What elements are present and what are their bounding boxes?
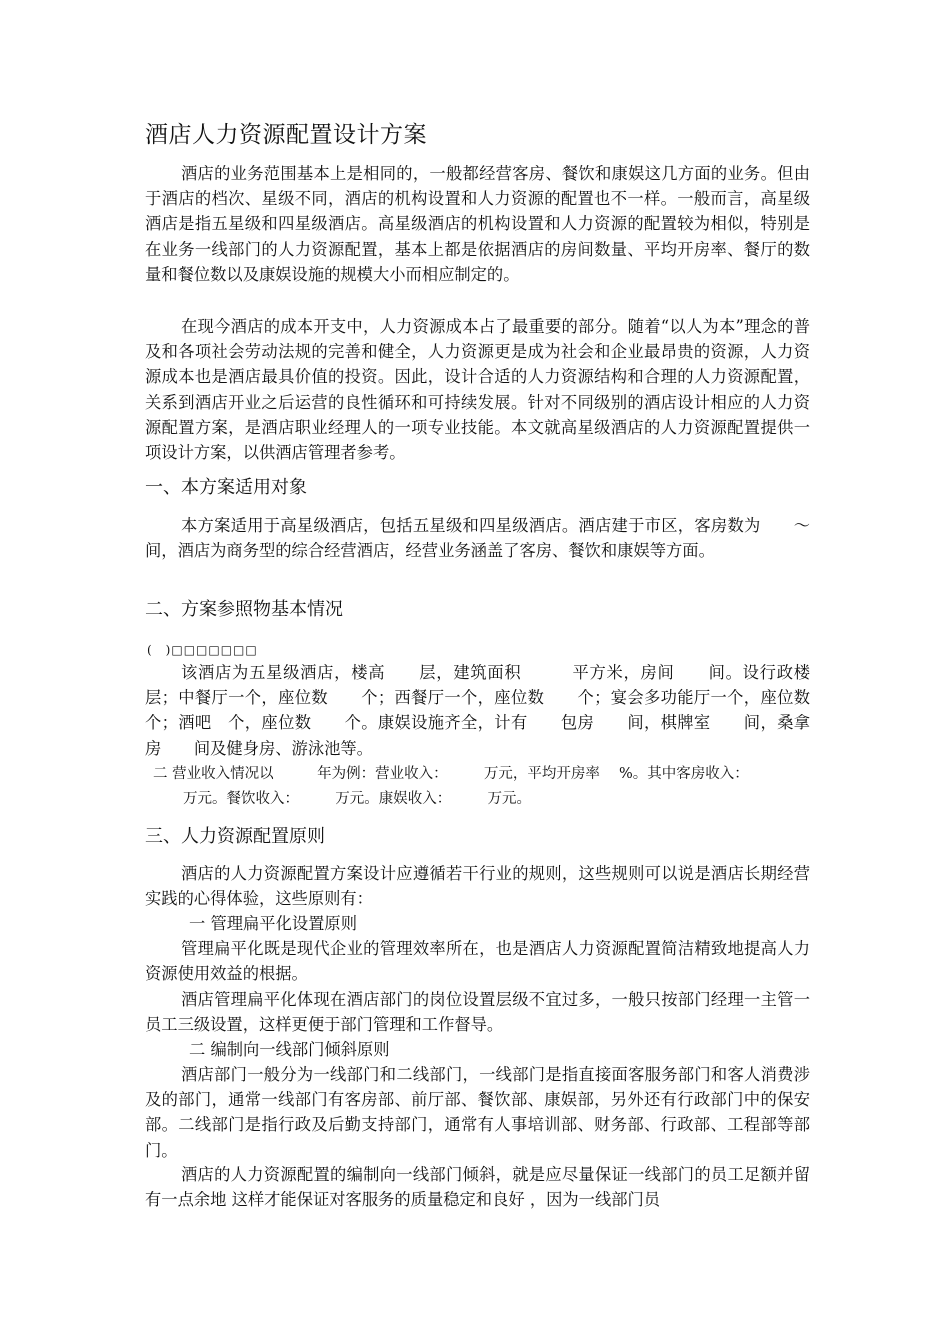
section-3-paragraph-3: 酒店管理扁平化体现在酒店部门的岗位设置层级不宜过多，一般只按部门经理一主管一员工三级设置，这样更便于部门管理和工作督导。 [145, 990, 810, 1035]
section-1-heading: 一、本方案适用对象 [145, 477, 307, 498]
section-3-paragraph-1: 酒店的人力资源配置方案设计应遵循若干行业的规则，这些规则可以说是酒店长期经营实践的心得体验，这些原则有： [145, 864, 810, 909]
intro-paragraph-2: 在现今酒店的成本开支中，人力资源成本占了最重要的部分。随着“以人为本”理念的普及和各项社会劳动法规的完善和健全，人力资源更是成为社会和企业最昂贵的资源，人力资源成本也是酒店最具价值的投资。因此，设计合适的人力资源结构和合理的人力资源配置，关系到酒店开业之后运营的良性循环和可持续发展。针对不同级别的酒店设计相应的人力资源配置方案，是酒店职业经理人的一项专业技能。本文就高星级酒店的人力资源配置提供一项设计方案，以供酒店管理者参考。 [145, 317, 810, 463]
section-3-subheading-1: 一 管理扁平化设置原则 [189, 914, 357, 933]
section-2-paragraph-1: 该酒店为五星级酒店，楼高 层，建筑面积 平方米，房间 间。设行政楼层；中餐厅一个，座位数 个；西餐厅一个，座位数 个；宴会多功能厅一个，座位数 个；酒吧 个，座位数 个。康娱设施齐全，计有 包房 间，棋牌室 间，桑拿房 间及健身房、游泳池等。 [145, 663, 843, 758]
section-3-paragraph-5: 酒店的人力资源配置的编制向一线部门倾斜，就是应尽量保证一线部门的员工足额并留有一点余地 这样才能保证对客服务的质量稳定和良好 ，因为一线部门员 [145, 1165, 810, 1210]
section-1-paragraph: 本方案适用于高星级酒店，包括五星级和四星级酒店。酒店建于市区，客房数为 ～ 间，酒店为商务型的综合经营酒店，经营业务涵盖了客房、餐饮和康娱等方面。 [145, 516, 843, 561]
intro-paragraph-1: 酒店的业务范围基本上是相同的，一般都经营客房、餐饮和康娱这几方面的业务。但由于酒店的档次、星级不同，酒店的机构设置和人力资源的配置也不一样。一般而言，高星级酒店是指五星级和四星级酒店。高星级酒店的机构设置和人力资源的配置较为相似，特别是在业务一线部门的人力资源配置，基本上都是依据酒店的房间数量、平均开房率、餐厅的数量和餐位数以及康娱设施的规模大小而相应制定的。 [145, 164, 810, 284]
section-2-heading: 二、方案参照物基本情况 [145, 599, 343, 620]
section-3-paragraph-2: 管理扁平化既是现代企业的管理效率所在，也是酒店人力资源配置简洁精致地提高人力资源使用效益的根据。 [145, 939, 810, 984]
section-2-subheading-1: ( )□□□□□□□ [147, 643, 258, 657]
section-2-revenue-line-1: 二 营业收入情况以 年为例：营业收入： 万元，平均开房率 %。其中客房收入： [153, 766, 749, 782]
document-title: 酒店人力资源配置设计方案 [145, 122, 427, 148]
section-3-subheading-2: 二 编制向一线部门倾斜原则 [189, 1040, 390, 1059]
section-3-heading: 三、人力资源配置原则 [145, 826, 325, 847]
section-2-revenue-line-2: 万元。餐饮收入： 万元。康娱收入： 万元。 [183, 791, 531, 807]
section-3-paragraph-4: 酒店部门一般分为一线部门和二线部门，一线部门是指直接面客服务部门和客人消费涉及的部门，通常一线部门有客房部、前厅部、餐饮部、康娱部，另外还有行政部门中的保安部。二线部门是指行政及后勤支持部门，通常有人事培训部、财务部、行政部、工程部等部门。 [145, 1065, 810, 1160]
